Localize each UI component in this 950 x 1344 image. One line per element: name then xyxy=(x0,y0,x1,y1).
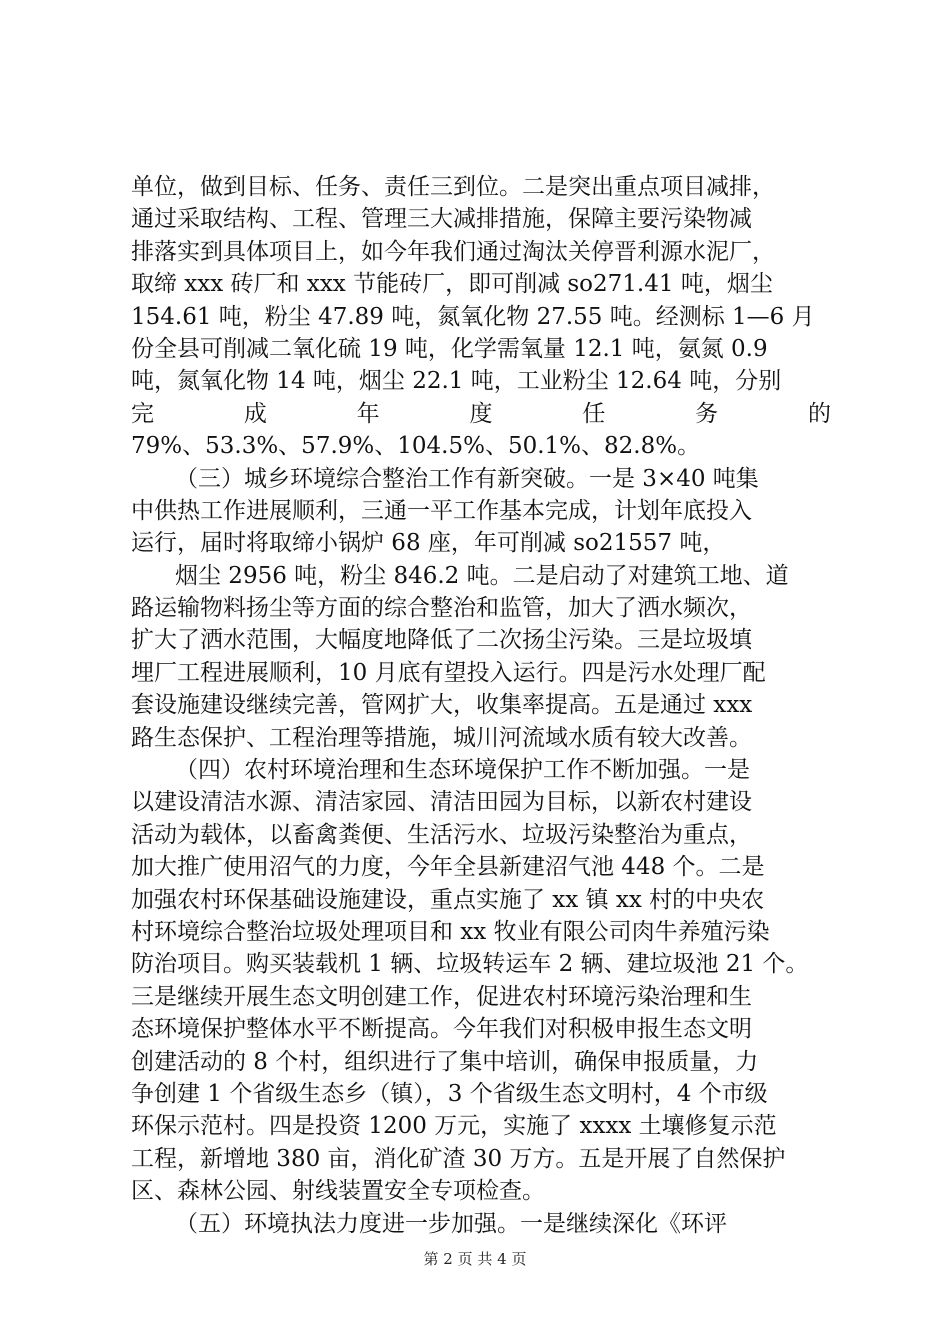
spread-word: 完 xyxy=(131,400,154,427)
text-line: 创建活动的 8 个村，组织进行了集中培训，确保申报质量，力 xyxy=(131,1048,759,1075)
text-line: 争创建 1 个省级生态乡（镇），3 个省级生态文明村，4 个市级 xyxy=(131,1080,768,1107)
text-line: 154.61 吨，粉尘 47.89 吨，氮氧化物 27.55 吨。经测标 1—6 月 xyxy=(131,303,815,330)
text-line: 通过采取结构、工程、管理三大减排措施，保障主要污染物减 xyxy=(131,206,752,233)
text-line: 加强农村环保基础设施建设，重点实施了 xx 镇 xx 村的中央农 xyxy=(131,886,765,913)
spread-word: 务 xyxy=(695,400,719,427)
spread-word: 成 xyxy=(243,400,267,427)
spread-word: 的 xyxy=(807,400,831,427)
text-line: 村环境综合整治垃圾处理项目和 xx 牧业有限公司肉牛养殖污染 xyxy=(131,918,770,945)
spread-word: 年 xyxy=(356,400,380,427)
text-line: 三是继续开展生态文明创建工作，促进农村环境污染治理和生 xyxy=(131,983,752,1010)
text-line: 工程，新增地 380 亩，消化矿渣 30 万方。五是开展了自然保护 xyxy=(131,1145,786,1172)
text-line: 吨，氮氧化物 14 吨，烟尘 22.1 吨，工业粉尘 12.64 吨，分别 xyxy=(131,368,782,395)
text-line: 扩大了洒水范围，大幅度地降低了二次扬尘污染。三是垃圾填 xyxy=(131,627,752,654)
spread-text-line xyxy=(131,398,831,430)
text-line: 中供热工作进展顺利，三通一平工作基本完成，计划年底投入 xyxy=(131,497,752,524)
document-body xyxy=(131,171,843,1240)
text-line: 环保示范村。四是投资 1200 万元，实施了 xxxx 土壤修复示范 xyxy=(131,1113,777,1140)
paragraph-heading-line: （五）环境执法力度进一步加强。一是继续深化《环评 xyxy=(175,1210,727,1237)
text-line: 态环境保护整体水平不断提高。今年我们对积极申报生态文明 xyxy=(131,1016,752,1043)
text-line: 单位，做到目标、任务、责任三到位。二是突出重点项目减排， xyxy=(131,174,775,200)
text-line: 79%、53.3%、57.9%、104.5%、50.1%、82.8%。 xyxy=(131,433,701,460)
text-line: 排落实到具体项目上，如今年我们通过淘汰关停晋利源水泥厂， xyxy=(131,238,775,265)
text-line: 埋厂工程进展顺利，10 月底有望投入运行。四是污水处理厂配 xyxy=(131,659,766,686)
spread-word: 任 xyxy=(582,400,606,427)
text-line: 以建设清洁水源、清洁家园、清洁田园为目标，以新农村建设 xyxy=(131,789,752,816)
text-line: 烟尘 2956 吨，粉尘 846.2 吨。二是启动了对建筑工地、道 xyxy=(175,562,789,589)
text-line: 取缔 xxx 砖厂和 xxx 节能砖厂，即可削减 so271.41 吨，烟尘 xyxy=(131,271,773,298)
paragraph-heading-line: （三）城乡环境综合整治工作有新突破。一是 3×40 吨集 xyxy=(175,465,759,492)
text-line: 路生态保护、工程治理等措施，城川河流域水质有较大改善。 xyxy=(131,724,752,751)
text-line: 加大推广使用沼气的力度，今年全县新建沼气池 448 个。二是 xyxy=(131,854,765,881)
text-line: 运行，届时将取缔小锅炉 68 座，年可削减 so21557 吨， xyxy=(131,530,726,557)
text-line: 份全县可削减二氧化硫 19 吨，化学需氧量 12.1 吨，氨氮 0.9 xyxy=(131,335,768,362)
paragraph-heading-line: （四）农村环境治理和生态环境保护工作不断加强。一是 xyxy=(175,757,750,784)
text-line: 防治项目。购买装载机 1 辆、垃圾转运车 2 辆、建垃圾池 21 个。 xyxy=(131,951,809,978)
spread-word: 度 xyxy=(469,400,493,427)
text-line: 套设施建设继续完善，管网扩大，收集率提高。五是通过 xxx xyxy=(131,692,753,719)
text-line: 区、森林公园、射线装置安全专项检查。 xyxy=(131,1178,545,1205)
text-line: 活动为载体，以畜禽粪便、生活污水、垃圾污染整治为重点， xyxy=(131,821,752,848)
page-footer: 第 2 页 共 4 页 xyxy=(423,1250,527,1268)
text-line: 路运输物料扬尘等方面的综合整治和监管，加大了洒水频次， xyxy=(131,595,752,622)
